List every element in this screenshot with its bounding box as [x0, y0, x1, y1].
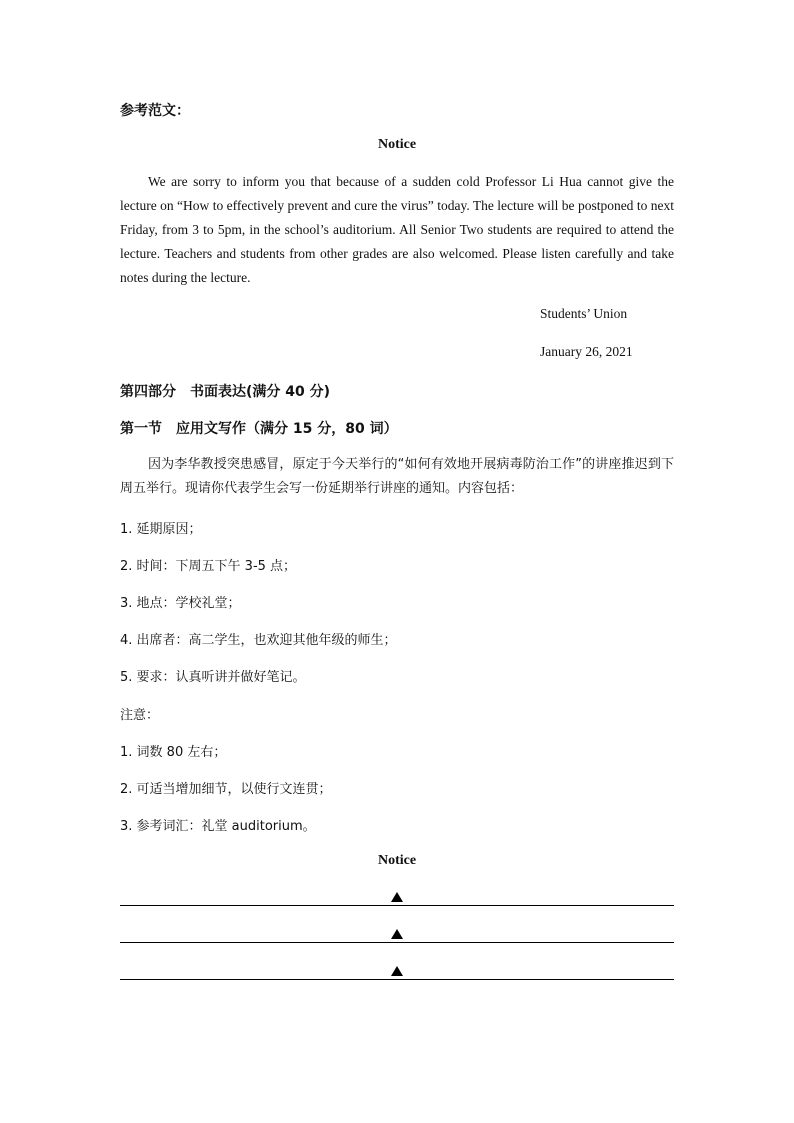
sample-notice-body: We are sorry to inform you that because of a sudden cold Professor Li Hua cannot give the lecture on “How to effectively prevent and cure the virus” today. The lecture will be postponed to next Friday, from 3 to 5pm, in the school’s auditorium. All Senior Two students are required to attend the lecture. Teachers and students from other grades are also welcomed. Please listen carefully and take notes during the lecture.: [120, 174, 674, 285]
part-title: 第四部分 书面表达(满分 40 分): [120, 384, 331, 400]
content-item: 1. 延期原因；: [120, 522, 202, 537]
writing-prompt: 因为李华教授突患感冒，原定于今天举行的“如何有效地开展病毒防治工作”的讲座推迟到下周五举行。现请你代表学生会写一份延期举行讲座的通知。内容包括：: [120, 457, 674, 496]
sample-signature: Students’ Union: [540, 306, 628, 321]
reference-label: 参考范文：: [120, 103, 190, 119]
answer-notice-title: Notice: [377, 853, 417, 868]
sample-date: January 26, 2021: [540, 344, 633, 359]
sample-notice-title: Notice: [377, 137, 417, 152]
content-item: 2. 时间：下周五下午 3-5 点；: [120, 559, 297, 574]
note-item: 3. 参考词汇：礼堂 auditorium。: [120, 819, 316, 834]
note-item: 1. 词数 80 左右；: [120, 745, 227, 760]
triangle-marker-icon: [391, 966, 403, 976]
content-item: 4. 出席者：高二学生，也欢迎其他年级的师生；: [120, 633, 397, 648]
content-item: 3. 地点：学校礼堂；: [120, 596, 241, 611]
subsection-title: 第一节 应用文写作（满分 15 分，80 词）: [120, 421, 398, 437]
answer-line[interactable]: [120, 979, 674, 980]
triangle-marker-icon: [391, 892, 403, 902]
triangle-marker-icon: [391, 929, 403, 939]
answer-line[interactable]: [120, 905, 674, 906]
answer-line[interactable]: [120, 942, 674, 943]
content-item: 5. 要求：认真听讲并做好笔记。: [120, 670, 306, 685]
note-item: 2. 可适当增加细节，以使行文连贯；: [120, 782, 332, 797]
notes-label: 注意：: [120, 708, 160, 723]
